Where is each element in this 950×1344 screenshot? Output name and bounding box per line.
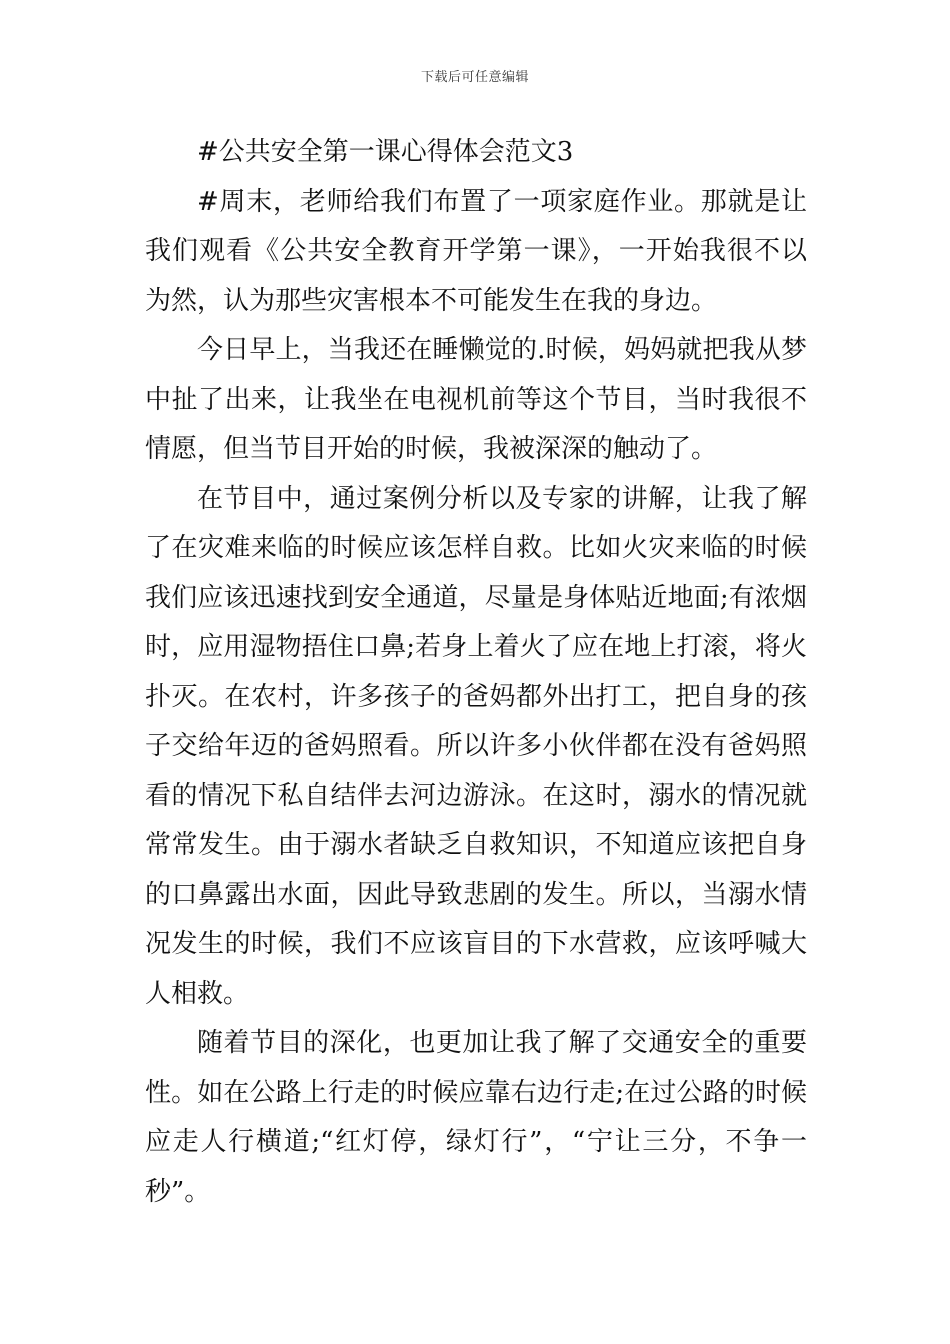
paragraph: 在节目中，通过案例分析以及专家的讲解，让我了解了在灾难来临的时候应该怎样自救。比如火灾来临的时候我们应该迅速找到安全通道，尽量是身体贴近地面;有浓烟时，应用湿物捂住口鼻;若身上着火了应在地上打滚，将火扑灭。在农村，许多孩子的爸妈都外出打工，把自身的孩子交给年迈的爸妈照看。所以许多小伙伴都在没有爸妈照看的情况下私自结伴去河边游泳。在这时，溺水的情况就常常发生。由于溺水者缺乏自救知识，不知道应该把自身的口鼻露出水面，因此导致悲剧的发生。所以，当溺水情况发生的时候，我们不应该盲目的下水营救，应该呼喊大人相救。 — [145, 483, 807, 1009]
page-header: 下载后可任意编辑 — [420, 70, 529, 85]
paragraph: #周末，老师给我们布置了一项家庭作业。那就是让我们观看《公共安全教育开学第一课》，一开始我很不以为然，认为那些灾害根本不可能发生在我的身边。 — [145, 186, 807, 316]
paragraph: 随着节目的深化，也更加让我了解了交通安全的重要性。如在公路上行走的时候应靠右边行走;在过公路的时候应走人行横道;“红灯停，绿灯行”，“宁让三分，不争一秒”。 — [145, 1028, 807, 1207]
document-body — [145, 128, 807, 1217]
paragraph: 今日早上，当我还在睡懒觉的.时候，妈妈就把我从梦中扯了出来，让我坐在电视机前等这个节目，当时我很不情愿，但当节目开始的时候，我被深深的触动了。 — [145, 335, 807, 464]
article-title: #公共安全第一课心得体会范文3 — [197, 137, 574, 167]
